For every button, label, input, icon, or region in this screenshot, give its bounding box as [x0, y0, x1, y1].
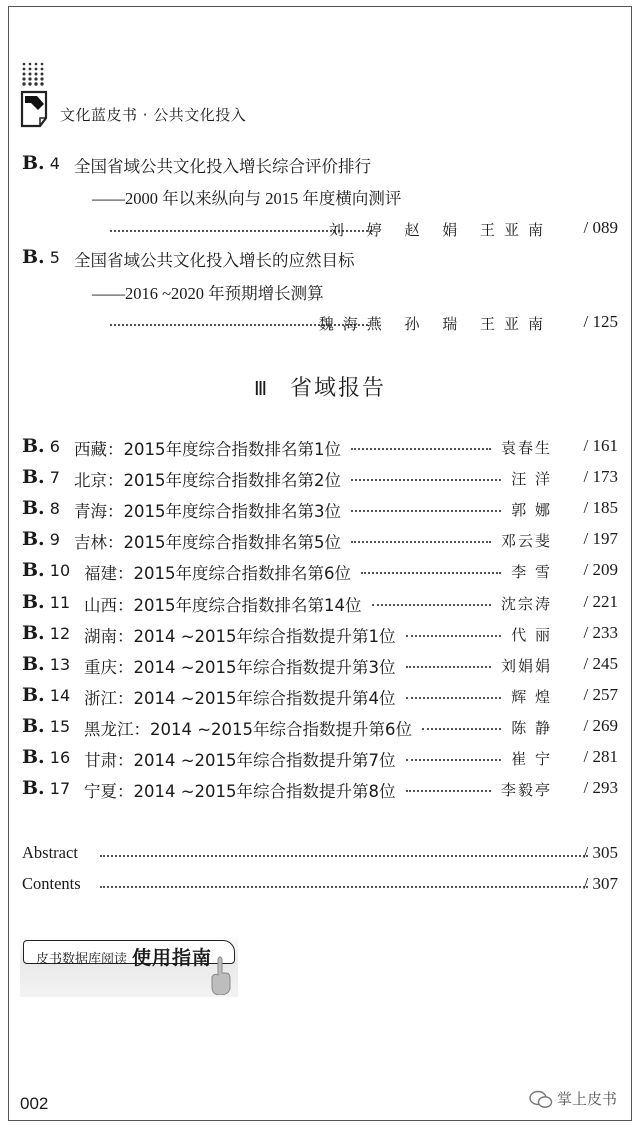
- entry-title: 甘肃：2014 ~2015年综合指数提升第7位: [84, 751, 396, 770]
- entry-author: 陈 静: [511, 719, 552, 737]
- entry-author: 魏海燕 孙 瑞 王亚南: [318, 315, 552, 333]
- entry-title: 全国省域公共文化投入增长的应然目标: [74, 251, 355, 270]
- entry-author: 辉 煌: [511, 688, 552, 706]
- entry-title: 重庆：2014 ~2015年综合指数提升第3位: [84, 658, 396, 677]
- entry-code: B. 12: [22, 622, 71, 644]
- dot-leader: [406, 759, 501, 761]
- entry-author: 刘娟娟: [500, 657, 552, 675]
- entry-code: B. 4: [22, 152, 60, 174]
- entry-subtitle: ——2000 年以来纵向与 2015 年度横向测评: [92, 189, 402, 208]
- entry-code: B. 13: [22, 653, 71, 675]
- entry-author: 郭 娜: [511, 501, 552, 519]
- entry-code: B. 11: [22, 591, 71, 613]
- entry-code: B. 15: [22, 715, 71, 737]
- toc-entry[interactable]: [22, 528, 618, 556]
- page-number: 002: [20, 1094, 49, 1113]
- toc-entry[interactable]: [22, 591, 618, 619]
- toc-entry[interactable]: [22, 684, 618, 712]
- entry-title: 浙江：2014 ~2015年综合指数提升第4位: [84, 689, 396, 708]
- entry-page: / 293: [583, 778, 618, 797]
- dot-leader: [100, 855, 588, 857]
- entry-title: 西藏：2015年度综合指数排名第1位: [74, 440, 341, 459]
- entry-title: 北京：2015年度综合指数排名第2位: [74, 471, 341, 490]
- entry-title: 黑龙江：2014 ~2015年综合指数提升第6位: [84, 720, 413, 739]
- watermark: 掌上皮书: [557, 1090, 618, 1108]
- entry-code: B. 5: [22, 246, 60, 268]
- entry-page: / 269: [583, 716, 618, 735]
- toc-entry[interactable]: [22, 715, 618, 743]
- database-guide-banner[interactable]: [20, 935, 238, 997]
- entry-page: / 173: [583, 467, 618, 486]
- entry-page: / 221: [583, 592, 618, 611]
- toc-entry[interactable]: [22, 246, 618, 274]
- entry-code: B. 8: [22, 497, 60, 519]
- pointing-hand-icon: [208, 955, 234, 995]
- entry-code: B. 16: [22, 746, 71, 768]
- toc-entry-leader: [22, 217, 618, 245]
- entry-code: B. 14: [22, 684, 71, 706]
- dot-leader: [406, 697, 501, 699]
- entry-code: B. 6: [22, 435, 60, 457]
- entry-title: 青海：2015年度综合指数排名第3位: [74, 502, 341, 521]
- entry-author: 刘 婷 赵 娟 王亚南: [328, 221, 552, 239]
- entry-author: 李 雪: [511, 563, 552, 581]
- toc-entry[interactable]: [22, 497, 618, 525]
- entry-page: / 257: [583, 685, 618, 704]
- toc-entry[interactable]: [22, 653, 618, 681]
- entry-page: / 233: [583, 623, 618, 642]
- banner-big-text: 使用指南: [132, 947, 213, 969]
- entry-code: B. 17: [22, 777, 71, 799]
- entry-page: / 089: [583, 218, 618, 237]
- entry-author: 李毅亭: [500, 781, 552, 799]
- section-title: 省域报告: [290, 376, 387, 401]
- entry-title: Contents: [22, 874, 81, 893]
- toc-entry[interactable]: [22, 746, 618, 774]
- toc-entry[interactable]: [22, 842, 618, 870]
- entry-page: / 307: [583, 874, 618, 893]
- entry-code: B. 7: [22, 466, 60, 488]
- toc-entry[interactable]: [22, 435, 618, 463]
- entry-page: / 281: [583, 747, 618, 766]
- entry-title: 山西：2015年度综合指数排名第14位: [84, 596, 362, 615]
- book-logo-icon: [20, 62, 50, 128]
- entry-subtitle: ——2016 ~2020 年预期增长测算: [92, 284, 324, 303]
- banner-tab: [23, 940, 235, 969]
- dot-leader: [406, 635, 501, 637]
- entry-title: 吉林：2015年度综合指数排名第5位: [74, 533, 341, 552]
- section-heading: [0, 371, 640, 402]
- toc-entry[interactable]: [22, 559, 618, 587]
- dot-leader: [406, 666, 491, 668]
- entry-author: 沈宗涛: [500, 595, 552, 613]
- toc-entry[interactable]: [22, 777, 618, 805]
- entry-author: 代 丽: [511, 626, 552, 644]
- dot-leader: [351, 510, 501, 512]
- toc-entry[interactable]: [22, 152, 618, 180]
- running-header: 文化蓝皮书 · 公共文化投入: [60, 106, 247, 124]
- toc-entry[interactable]: [22, 622, 618, 650]
- section-numeral: Ⅲ: [253, 379, 267, 400]
- dot-leader: [422, 728, 501, 730]
- dot-leader: [351, 541, 491, 543]
- entry-page: / 245: [583, 654, 618, 673]
- dot-leader: [361, 572, 501, 574]
- entry-page: / 305: [583, 843, 618, 862]
- entry-title: 宁夏：2014 ~2015年综合指数提升第8位: [84, 782, 396, 801]
- entry-title: 福建：2015年度综合指数排名第6位: [84, 564, 351, 583]
- toc-entry[interactable]: [22, 466, 618, 494]
- dot-leader: [100, 886, 588, 888]
- entry-page: / 197: [583, 529, 618, 548]
- entry-code: B. 9: [22, 528, 60, 550]
- entry-title: Abstract: [22, 843, 78, 862]
- entry-title: 全国省域公共文化投入增长综合评价排行: [74, 157, 371, 176]
- dot-leader: [406, 790, 491, 792]
- entry-author: 汪 洋: [511, 470, 552, 488]
- toc-entry[interactable]: [22, 873, 618, 901]
- entry-page: / 125: [583, 312, 618, 331]
- entry-author: 袁春生: [500, 439, 552, 457]
- entry-page: / 161: [583, 436, 618, 455]
- entry-code: B. 10: [22, 559, 71, 581]
- entry-title: 湖南：2014 ~2015年综合指数提升第1位: [84, 627, 396, 646]
- toc-entry-leader: [22, 311, 618, 339]
- dot-leader: [351, 448, 491, 450]
- entry-page: / 209: [583, 560, 618, 579]
- banner-small-text: 皮书数据库阅读: [36, 952, 128, 967]
- dot-leader: [372, 604, 491, 606]
- dot-leader: [351, 479, 501, 481]
- entry-author: 崔 宁: [511, 750, 552, 768]
- wechat-icon: [529, 1090, 553, 1110]
- entry-page: / 185: [583, 498, 618, 517]
- entry-author: 邓云斐: [500, 532, 552, 550]
